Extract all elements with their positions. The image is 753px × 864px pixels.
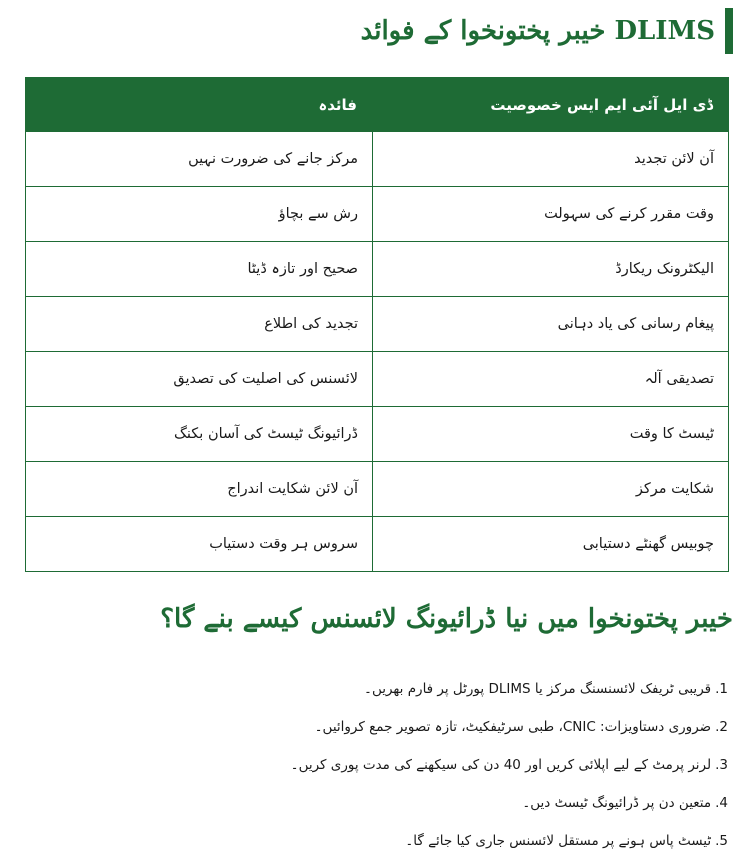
benefit-cell: ڈرائیونگ ٹیسٹ کی آسان بکنگ: [26, 407, 373, 462]
table-row: [26, 242, 729, 297]
feature-cell: چوبیس گھنٹے دستیابی: [373, 517, 729, 572]
benefit-cell: تجدید کی اطلاع: [26, 297, 373, 352]
table-row: [26, 462, 729, 517]
step-text: قریبی ٹریفک لائسنسنگ مرکز یا DLIMS پورٹل پر فارم بھریں۔: [364, 681, 712, 697]
step-number: 3.: [715, 757, 728, 773]
step-text: ضروری دستاویزات: CNIC، طبی سرٹیفکیٹ، تازہ تصویر جمع کروائیں۔: [314, 719, 712, 735]
feature-cell: الیکٹرونک ریکارڈ: [373, 242, 729, 297]
heading-accent-bar: [725, 8, 733, 54]
feature-cell: پیغام رسانی کی یاد دہانی: [373, 297, 729, 352]
benefit-cell: آن لائن شکایت اندراج: [26, 462, 373, 517]
table-row: [26, 352, 729, 407]
benefit-cell: رش سے بچاؤ: [26, 187, 373, 242]
page-title: DLIMS خیبر پختونخوا کے فوائد: [360, 16, 715, 46]
features-table: [25, 77, 729, 572]
table-row: [26, 187, 729, 242]
section-title: خیبر پختونخوا میں نیا ڈرائیونگ لائسنس کیسے بنے گا؟: [160, 604, 733, 634]
section-heading-benefits: [361, 8, 733, 54]
benefit-cell: سروس ہر وقت دستیاب: [26, 517, 373, 572]
section-heading-new-license: [160, 604, 733, 634]
feature-cell: شکایت مرکز: [373, 462, 729, 517]
benefit-cell: صحیح اور تازہ ڈیٹا: [26, 242, 373, 297]
feature-cell: آن لائن تجدید: [373, 132, 729, 187]
step-number: 1.: [715, 681, 728, 697]
steps-list: [28, 670, 728, 860]
table-row: [26, 297, 729, 352]
list-item: [28, 822, 728, 860]
feature-cell: وقت مقرر کرنے کی سہولت: [373, 187, 729, 242]
table-row: [26, 407, 729, 462]
feature-cell: تصدیقی آلہ: [373, 352, 729, 407]
table-header-row: [26, 78, 729, 132]
list-item: [28, 670, 728, 708]
step-text: ٹیسٹ پاس ہونے پر مستقل لائسنس جاری کیا جائے گا۔: [405, 833, 712, 849]
list-item: [28, 784, 728, 822]
table-row: [26, 132, 729, 187]
benefit-cell: مرکز جانے کی ضرورت نہیں: [26, 132, 373, 187]
step-text: متعین دن پر ڈرائیونگ ٹیسٹ دیں۔: [522, 795, 712, 811]
feature-cell: ٹیسٹ کا وقت: [373, 407, 729, 462]
column-header-feature: ڈی ایل آئی ایم ایس خصوصیت: [373, 78, 729, 132]
benefit-cell: لائسنس کی اصلیت کی تصدیق: [26, 352, 373, 407]
step-number: 5.: [715, 833, 728, 849]
step-text: لرنر پرمٹ کے لیے اپلائی کریں اور 40 دن کی سیکھنے کی مدت پوری کریں۔: [290, 757, 712, 773]
list-item: [28, 746, 728, 784]
column-header-benefit: فائدہ: [26, 78, 373, 132]
table-row: [26, 517, 729, 572]
step-number: 2.: [715, 719, 728, 735]
step-number: 4.: [715, 795, 728, 811]
list-item: [28, 708, 728, 746]
